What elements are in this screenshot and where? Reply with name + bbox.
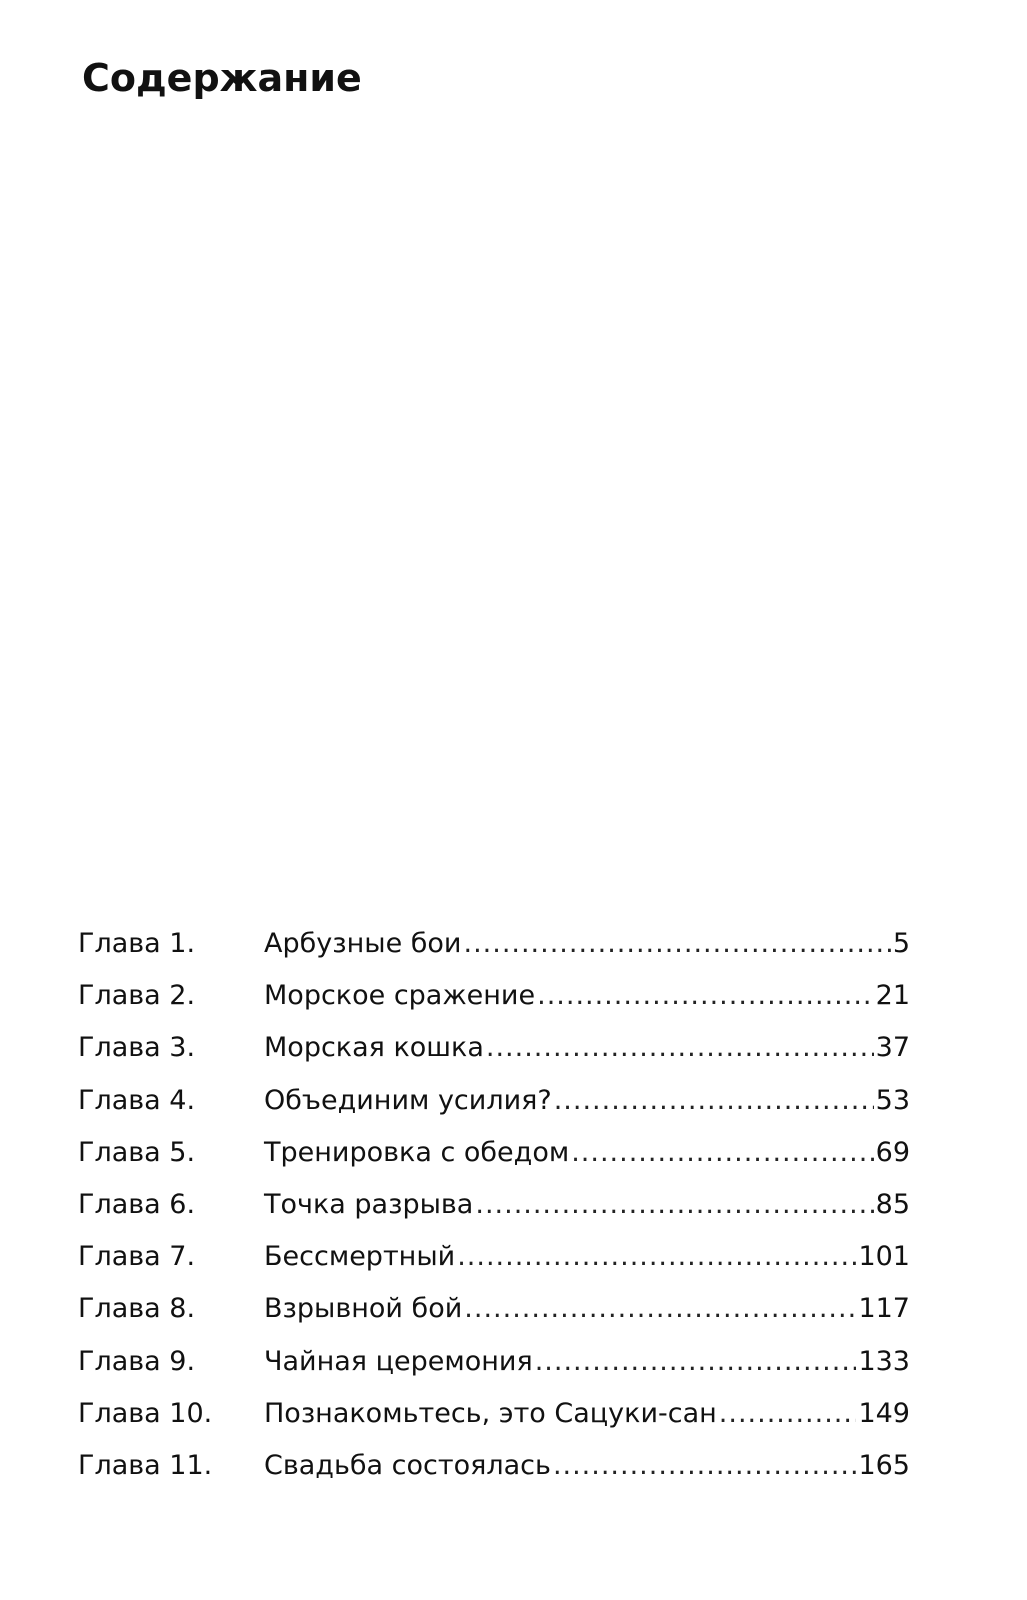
chapter-title: Чайная церемония bbox=[264, 1345, 533, 1377]
chapter-title: Морское сражение bbox=[264, 980, 536, 1012]
chapter-number: Глава 10. bbox=[78, 1397, 213, 1429]
chapter-number: Глава 2. bbox=[78, 980, 196, 1012]
toc-entry bbox=[78, 1231, 910, 1283]
chapter-title: Тренировка с обедом bbox=[264, 1136, 570, 1168]
chapter-number: Глава 11. bbox=[78, 1449, 213, 1481]
page-number: 21 bbox=[875, 980, 910, 1012]
dot-leader bbox=[464, 1283, 856, 1335]
toc-entry bbox=[78, 1179, 910, 1231]
chapter-number: Глава 6. bbox=[78, 1188, 196, 1220]
toc-entry bbox=[78, 1440, 910, 1492]
page-number: 165 bbox=[858, 1449, 910, 1481]
page-number: 117 bbox=[858, 1293, 910, 1325]
dot-leader bbox=[486, 1022, 874, 1074]
toc-entry bbox=[78, 1283, 910, 1335]
toc-entry bbox=[78, 918, 910, 970]
toc-entry bbox=[78, 1022, 910, 1074]
dot-leader bbox=[719, 1388, 857, 1440]
toc-entry bbox=[78, 1127, 910, 1179]
chapter-number: Глава 8. bbox=[78, 1293, 196, 1325]
dot-leader bbox=[553, 1440, 857, 1492]
page-number: 53 bbox=[875, 1084, 910, 1116]
dot-leader bbox=[571, 1127, 873, 1179]
chapter-title: Свадьба состоялась bbox=[264, 1449, 551, 1481]
dot-leader bbox=[554, 1075, 874, 1127]
page-number: 85 bbox=[875, 1188, 910, 1220]
chapter-title: Точка разрыва bbox=[264, 1188, 474, 1220]
toc-entry bbox=[78, 1336, 910, 1388]
chapter-title: Бессмертный bbox=[264, 1241, 456, 1273]
chapter-title: Морская кошка bbox=[264, 1032, 484, 1064]
dot-leader bbox=[463, 918, 890, 970]
dot-leader bbox=[457, 1231, 856, 1283]
dot-leader bbox=[535, 1336, 857, 1388]
chapter-number: Глава 3. bbox=[78, 1032, 196, 1064]
chapter-title: Арбузные бои bbox=[264, 928, 462, 959]
chapter-number: Глава 1. bbox=[78, 928, 196, 959]
page-number: 133 bbox=[858, 1345, 910, 1377]
toc-entry bbox=[78, 1075, 910, 1127]
page-number: 101 bbox=[858, 1241, 910, 1273]
chapter-number: Глава 5. bbox=[78, 1136, 196, 1168]
toc-entry bbox=[78, 1388, 910, 1440]
chapter-number: Глава 4. bbox=[78, 1084, 196, 1116]
page-number: 69 bbox=[875, 1136, 910, 1168]
page-title: Содержание bbox=[82, 56, 362, 100]
page-number: 37 bbox=[875, 1032, 910, 1064]
chapter-title: Взрывной бой bbox=[264, 1293, 463, 1325]
chapter-number: Глава 9. bbox=[78, 1345, 196, 1377]
table-of-contents bbox=[78, 918, 910, 1492]
chapter-number: Глава 7. bbox=[78, 1241, 196, 1273]
toc-entry bbox=[78, 970, 910, 1022]
page-number: 149 bbox=[858, 1397, 910, 1429]
chapter-title: Познакомьтесь, это Сацуки-сан bbox=[264, 1397, 717, 1429]
chapter-title: Объединим усилия? bbox=[264, 1084, 552, 1116]
page-number: 5 bbox=[892, 928, 910, 959]
dot-leader bbox=[475, 1179, 873, 1231]
dot-leader bbox=[537, 970, 874, 1022]
